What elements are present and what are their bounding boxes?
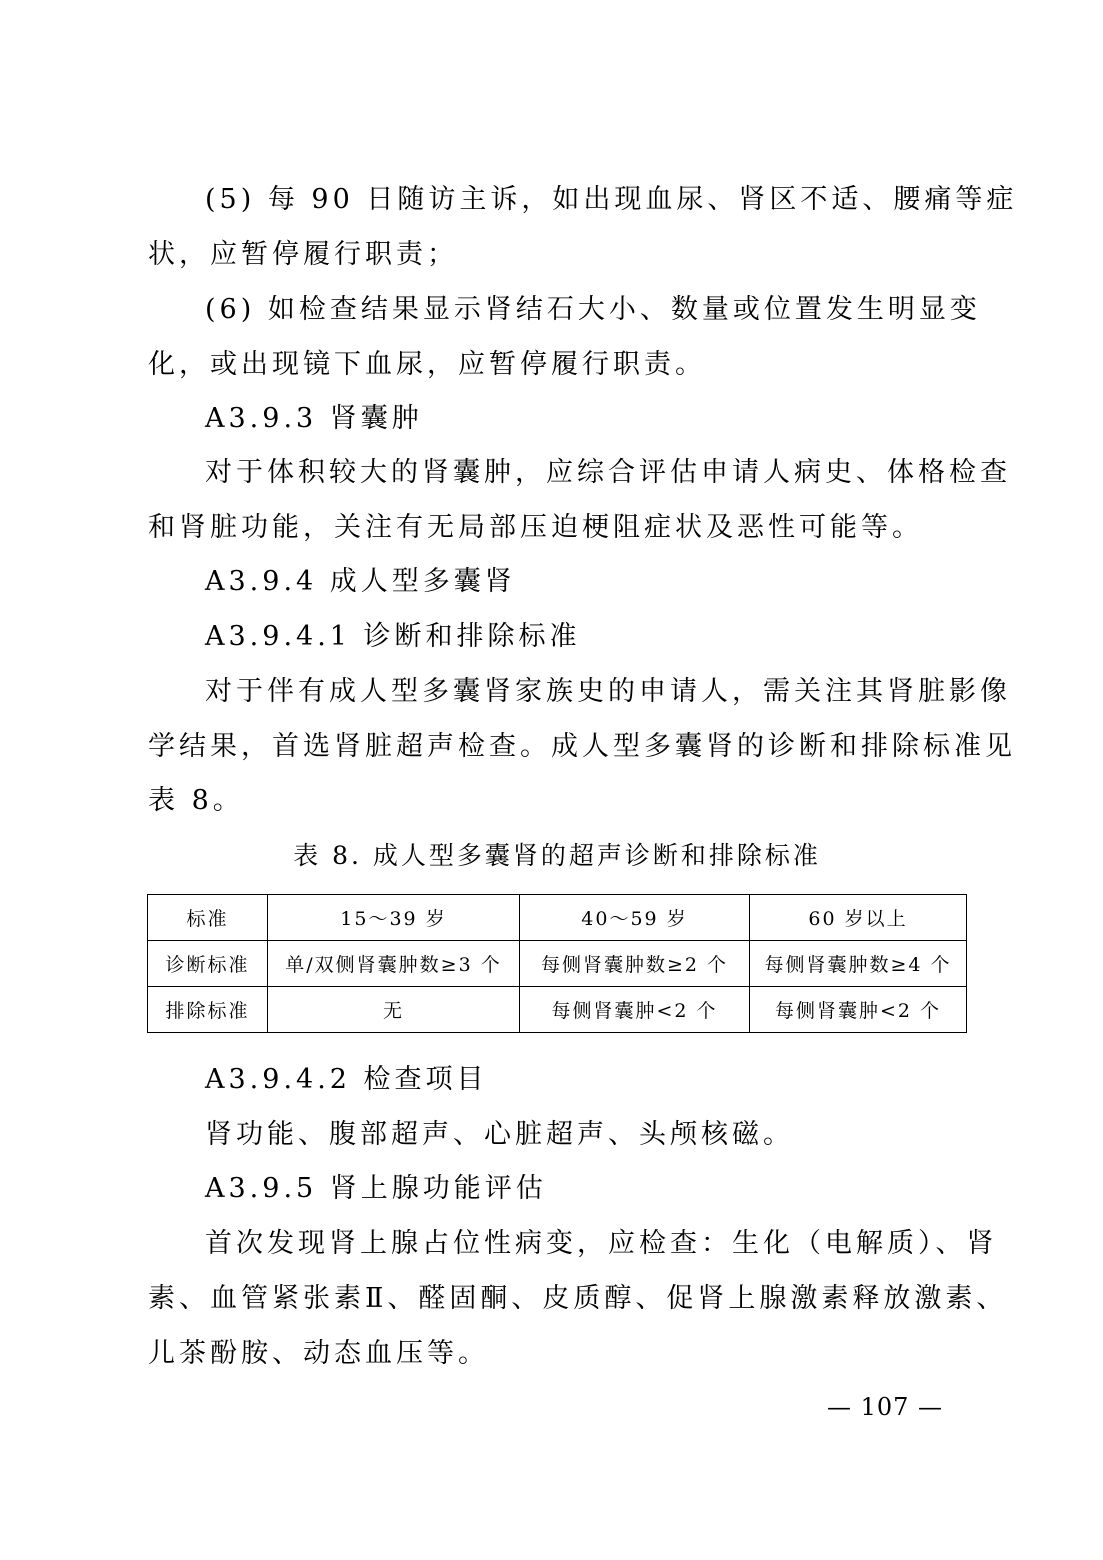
criteria-table xyxy=(147,894,967,1033)
table-row-diagnosis xyxy=(148,941,967,987)
adrenal-paragraph-line-3: 儿茶酚胺、动态血压等。 xyxy=(148,1338,489,1369)
section-heading-a3941: A3.9.4.1 诊断和排除标准 xyxy=(205,621,581,652)
table-cell: 每侧肾囊肿<2 个 xyxy=(750,987,967,1033)
paragraph-5-line-1: (5) 每 90 日随访主诉，如出现血尿、肾区不适、腰痛等症 xyxy=(205,184,1018,215)
cyst-paragraph-line-1: 对于体积较大的肾囊肿，应综合评估申请人病史、体格检查 xyxy=(205,457,1011,488)
header-cell-criteria: 标准 xyxy=(148,895,268,941)
adrenal-paragraph-line-1: 首次发现肾上腺占位性病变，应检查：生化（电解质）、肾 xyxy=(205,1228,998,1259)
section-heading-a393: A3.9.3 肾囊肿 xyxy=(205,403,423,434)
header-cell-age-40-59: 40～59 岁 xyxy=(520,895,750,941)
table-row-exclusion xyxy=(148,987,967,1033)
header-cell-age-60-plus: 60 岁以上 xyxy=(750,895,967,941)
page-number: — 107 — xyxy=(826,1393,944,1421)
table-cell: 无 xyxy=(268,987,520,1033)
section-heading-a395: A3.9.5 肾上腺功能评估 xyxy=(205,1173,547,1204)
adrenal-paragraph-line-2: 素、血管紧张素Ⅱ、醛固酮、皮质醇、促肾上腺激素释放激素、 xyxy=(148,1283,1008,1314)
pkd-paragraph-line-3: 表 8。 xyxy=(148,785,244,816)
paragraph-6-line-1: (6) 如检查结果显示肾结石大小、数量或位置发生明显变 xyxy=(205,294,981,325)
table-caption: 表 8. 成人型多囊肾的超声诊断和排除标准 xyxy=(293,841,821,870)
table-cell: 排除标准 xyxy=(148,987,268,1033)
table-cell: 每侧肾囊肿数≥2 个 xyxy=(520,941,750,987)
section-heading-a3942: A3.9.4.2 检查项目 xyxy=(205,1064,488,1095)
table-cell: 单/双侧肾囊肿数≥3 个 xyxy=(268,941,520,987)
cyst-paragraph-line-2: 和肾脏功能，关注有无局部压迫梗阻症状及恶性可能等。 xyxy=(148,512,923,543)
table-cell: 诊断标准 xyxy=(148,941,268,987)
paragraph-6-line-2: 化，或出现镜下血尿，应暂停履行职责。 xyxy=(148,349,706,380)
table-header-row xyxy=(148,895,967,941)
section-heading-a394: A3.9.4 成人型多囊肾 xyxy=(205,566,516,597)
table-cell: 每侧肾囊肿<2 个 xyxy=(520,987,750,1033)
exam-items-line: 肾功能、腹部超声、心脏超声、头颅核磁。 xyxy=(205,1119,794,1150)
header-cell-age-15-39: 15～39 岁 xyxy=(268,895,520,941)
paragraph-5-line-2: 状，应暂停履行职责； xyxy=(148,239,458,270)
pkd-paragraph-line-2: 学结果，首选肾脏超声检查。成人型多囊肾的诊断和排除标准见 xyxy=(148,731,1016,762)
pkd-paragraph-line-1: 对于伴有成人型多囊肾家族史的申请人，需关注其肾脏影像 xyxy=(205,676,1011,707)
table-cell: 每侧肾囊肿数≥4 个 xyxy=(750,941,967,987)
